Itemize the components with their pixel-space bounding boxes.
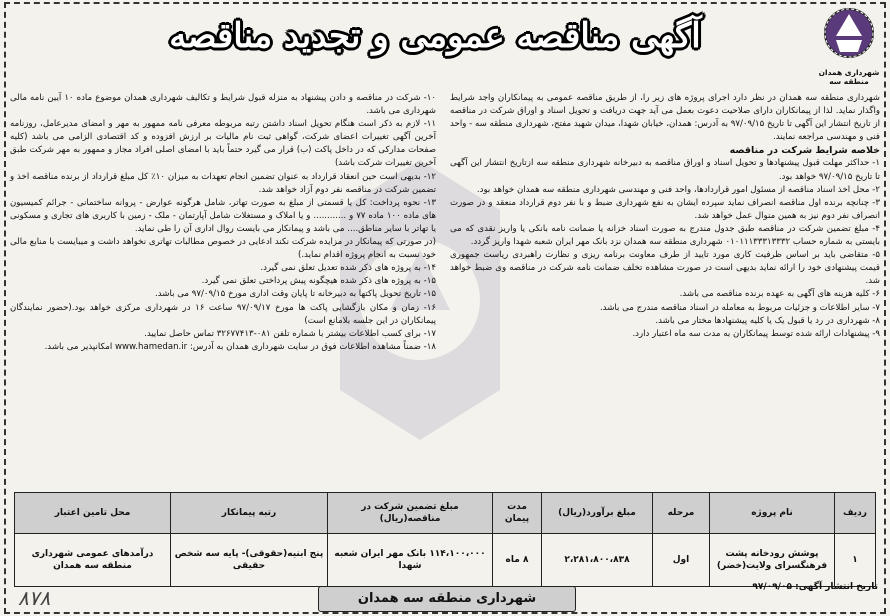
condition-item: ۸- شهرداری در رد یا قبول یک یا کلیه پیشنهادها مختار می باشد. xyxy=(655,315,880,326)
table-header-cell: مدت پیمان xyxy=(493,493,542,534)
table-header-cell: مبلغ تضمین شرکت در مناقصه(ریال) xyxy=(328,493,493,534)
condition-item: ۳- چنانچه برنده اول مناقصه انصراف نماید سپرده ایشان به نفع شهرداری ضبط و با نفر دوم قرارداد منعقد و در صورت انصراف نفر دوم نیز به همین منوال عمل خواهد شد. xyxy=(450,197,880,221)
table-header-cell: محل تامین اعتبار xyxy=(15,493,171,534)
publish-date: تاریخ انتشار آگهی: ۹۷/۰۹/۰۵ xyxy=(752,582,878,592)
condition-item: ۱۵- تاریخ تحویل پاکتها به دبیرخانه تا پایان وقت اداری مورخ ۹۷/۰۹/۱۵ می باشد. xyxy=(155,289,436,300)
table-cell: پوشش رودخانه پشت فرهنگسرای ولایت(خضر) xyxy=(710,534,835,587)
table-header-cell: رتبه پیمانکار xyxy=(171,493,328,534)
table-row xyxy=(15,534,876,587)
table-header-cell: ردیف xyxy=(835,493,876,534)
condition-item: ۱- حداکثر مهلت قبول پیشنهادها و تحویل اسناد و اوراق مناقصه به دبیرخانه شهرداری منطقه سه ازتاریخ انتشار این آگهی تا تاریخ ۹۷/۰۹/۱۵ خواهد بود. xyxy=(450,158,880,182)
condition-item: ۱۳- نحوه پرداخت: کل یا قسمتی از مبلغ به صورت تهاتر، شامل هرگونه عوارض - پروانه ساختمانی - جرائم کمیسیون های ماده ۱۰۰ ماده ۷۷ و ............ و یا املاک و مستغلات شامل آپارتمان - ملک - زمین با کاربری های تجاری و مسکونی یا تهاتر با سایر مناطق.... می باشد و پیمانکار می بایست روال اداری آن را طی نماید. xyxy=(10,197,436,234)
handwritten-code: ۸۷۸ xyxy=(18,586,51,610)
condition-item: ۱۵- به پروژه های ذکر شده هیچگونه پیش پرداختی تعلق نمی گیرد. xyxy=(201,276,436,287)
condition-item: (در صورتی که پیمانکار در مزایده شرکت نکند ادعایی در خصوص مطالبات تهاتری نخواهد داشت و میبایست با منابع مالی خود نسبت به انجام پروژه اقدام نماید.) xyxy=(10,237,436,261)
table-cell: ۱۱۴،۱۰۰،۰۰۰ بانک مهر ایران شعبه شهدا xyxy=(328,534,493,587)
right-column xyxy=(450,92,880,341)
condition-item: ۱۱- لازم به ذکر است هنگام تحویل اسناد داشتن رتبه مربوطه معرفی نامه ممهور به مهر و امضای مدیرعامل، روزنامه آخرین آگهی تغییرات اعضای شرکت، گواهی ثبت نام مالیات بر ارزش افزوده و کد اقتصادی الزامی می باشد (کلیه صفحات مدارکی که در داخل پاکت (ب) قرار می گیرد حتماً باید با امضای اصلی افراد مجاز و ممهور به مهر شرکت طبق آخرین تغییرات شرکت باشد) xyxy=(10,119,436,169)
table-cell: پنج ابنیه(حقوقی)- پایه سه شخص حقیقی xyxy=(171,534,328,587)
table-header-cell: نام پروژه xyxy=(710,493,835,534)
table-cell: ۸ ماه xyxy=(493,534,542,587)
condition-item: ۶- کلیه هزینه های آگهی به عهده برنده مناقصه می باشد. xyxy=(679,289,880,300)
table-cell: ۱ xyxy=(835,534,876,587)
condition-item: ۹- پیشنهادات ارائه شده توسط پیمانکاران به مدت سه ماه اعتبار دارد. xyxy=(632,328,880,339)
condition-item: ۱۴- به پروژه های ذکر شده تعدیل تعلق نمی گیرد. xyxy=(260,263,436,274)
emblem-icon xyxy=(822,6,876,64)
condition-item: ۷- سایر اطلاعات و جزئیات مربوط به معامله در اسناد مناقصه مندرج می باشد. xyxy=(599,302,880,313)
conditions-heading: خلاصه شرایط شرکت در مناقصه xyxy=(729,145,880,157)
projects-table xyxy=(14,492,876,587)
condition-item: ۲- محل اخذ اسناد مناقصه از مسئول امور قراردادها، واحد فنی و مهندسی شهرداری منطقه سه همدان خواهد بود. xyxy=(476,184,880,195)
condition-item: ۱۰- شرکت در مناقصه و دادن پیشنهاد به منزله قبول شرایط و تکالیف شهرداری همدان موضوع ماده ۱۰ آیین نامه مالی شهرداری می باشد. xyxy=(10,93,436,117)
table-header-cell: مرحله xyxy=(653,493,710,534)
condition-item: ۱۸- ضمناً مشاهده اطلاعات فوق در سایت شهرداری همدان به آدرس: www.hamedan.ir امکانپذیر می باشد. xyxy=(44,341,436,352)
condition-item: ۵- متقاضی باید بر اساس ظرفیت کاری مورد تایید از طرف معاونت برنامه ریزی و نظارت راهبردی ریاست جمهوری قیمت پیشنهادی خود را ارائه نماید بدیهی است در صورت مشاهده تخلف ضمانت نامه شرکت در مناقصه وی ضبط خواهد شد. xyxy=(450,250,880,287)
table-cell: درآمدهای عمومی شهرداری منطقه سه همدان xyxy=(15,534,171,587)
table-cell: ۲،۲۸۱،۸۰۰،۸۳۸ xyxy=(542,534,653,587)
logo-caption: شهرداری همدان منطقه سه xyxy=(818,68,880,86)
intro-paragraph: شهرداری منطقه سه همدان در نظر دارد اجرای پروژه های زیر را، از طریق مناقصه عمومی به پیمانکاران واجد شرایط واگذار نماید. لذا از پیمانکاران دارای صلاحیت دعوت بعمل می آید جهت دریافت و تحویل اسناد و اوراق شرکت در مناقصه از تاریخ انتشار این آگهی تا تاریخ ۹۷/۰۹/۱۵ به آدرس: همدان، خیابان شهدا، میدان شهید مفتح، شهرداری منطقه سه - واحد فنی و مهندسی مراجعه نمایند. xyxy=(450,93,880,143)
table-cell: اول xyxy=(653,534,710,587)
left-column xyxy=(10,92,436,354)
condition-item: ۱۲- بدیهی است حین انعقاد قرارداد به عنوان تضمین انجام تعهدات به میزان ۱۰٪ کل مبلغ قرارداد از برنده مناقصه اخذ و تضمین شرکت در مناقصه نفر دوم آزاد خواهد شد. xyxy=(10,171,436,195)
municipality-logo xyxy=(818,6,880,86)
table-header-cell: مبلغ برآورد(ریال) xyxy=(542,493,653,534)
table-header-row xyxy=(15,493,876,534)
condition-item: ۱۶- زمان و مکان بازگشایی پاکت ها مورخ ۹۷/۰۹/۱۷ ساعت ۱۶ در شهرداری مرکزی خواهد بود.(حضور نمایندگان پیمانکاران در این جلسه بلامانع است) xyxy=(10,302,436,326)
condition-item: ۴- مبلغ تضمین شرکت در مناقصه طبق جدول مندرج به صورت اسناد خزانه یا ضمانت نامه بانکی یا واریز نقدی که می بایستی به شماره حساب ۰۱۰۱۱۱۳۳۳۱۳۳۳۲ شهرداری منطقه سه همدان نزد بانک مهر ایران شعبه شهدا واریز گردد. xyxy=(450,223,880,248)
footer-signature: شهرداری منطقه سه همدان xyxy=(318,586,576,612)
condition-item: ۱۷- برای کسب اطلاعات بیشتر با شماره تلفن ۰۸۱-۳۲۶۷۷۴۱۳ تماس حاصل نمایید. xyxy=(144,328,436,339)
page-title: آگهی مناقصه عمومی و تجدید مناقصه xyxy=(169,16,701,56)
